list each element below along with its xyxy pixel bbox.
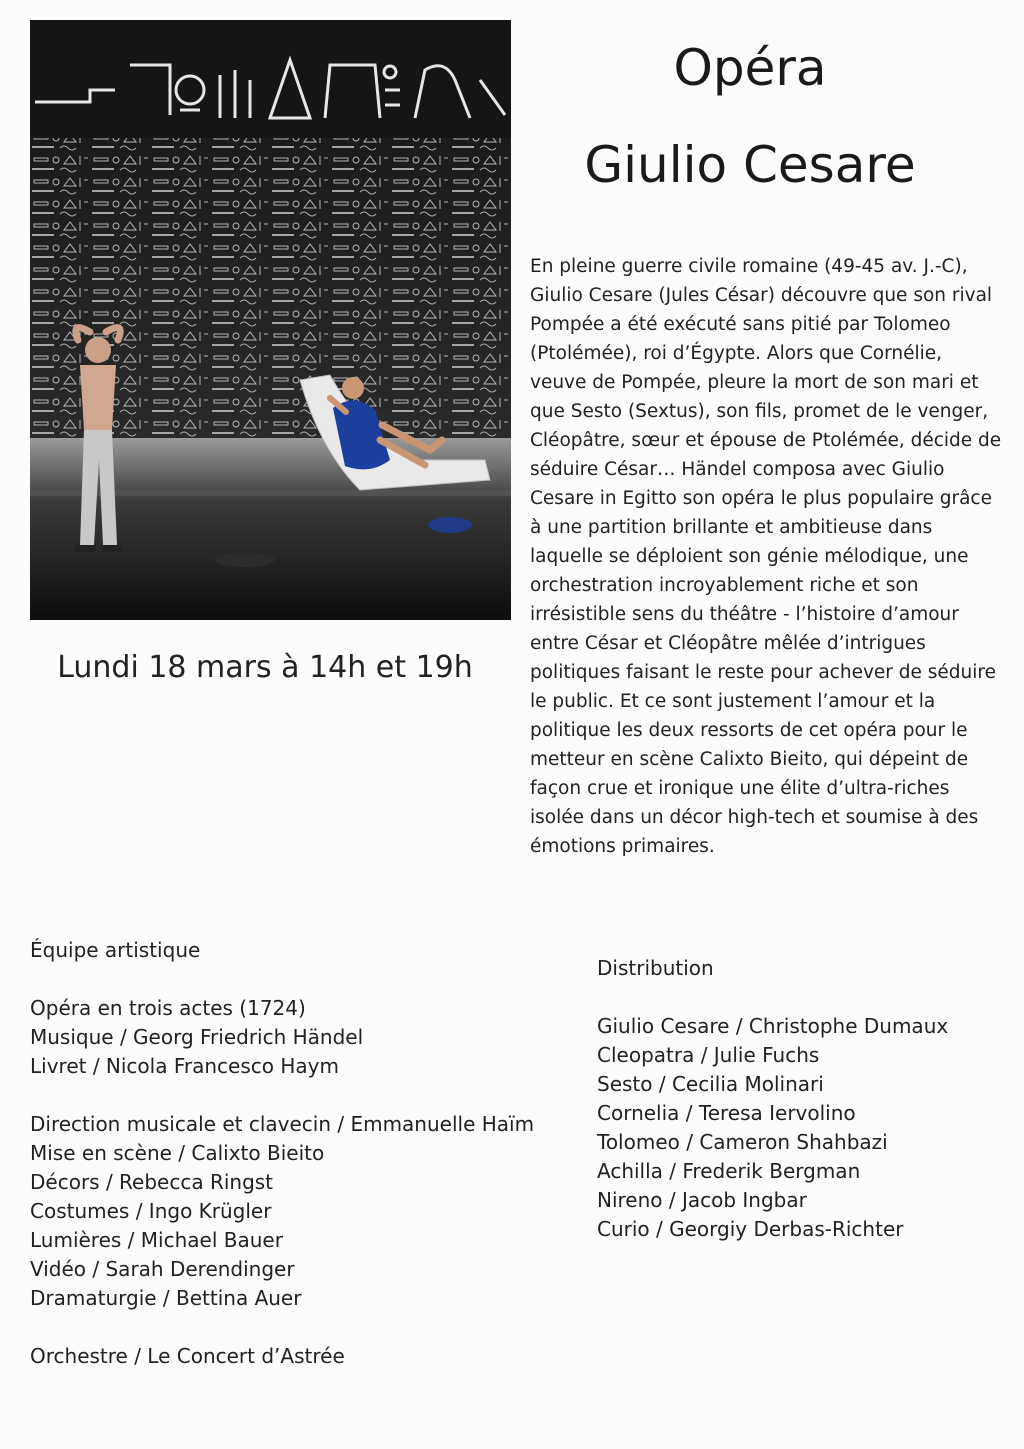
credit-line: Livret / Nicola Francesco Haym [30, 1054, 339, 1078]
credit-line: Direction musicale et clavecin / Emmanuelle Haïm [30, 1112, 535, 1136]
page-title-work: Giulio Cesare [584, 136, 916, 194]
cast-line: Sesto / Cecilia Molinari [597, 1072, 824, 1096]
distribution-heading: Distribution [597, 956, 714, 980]
cast-line: Achilla / Frederik Bergman [597, 1159, 861, 1183]
cast-line: Curio / Georgiy Derbas-Richter [597, 1217, 904, 1241]
scattered-clothes [428, 517, 472, 533]
credit-line: Décors / Rebecca Ringst [30, 1170, 274, 1194]
performance-date: Lundi 18 mars à 14h et 19h [57, 650, 473, 685]
cast-line: Giulio Cesare / Christophe Dumaux [597, 1014, 949, 1038]
synopsis-paragraph: En pleine guerre civile romaine (49-45 av. J.-C), Giulio Cesare (Jules César) découvre que son rival Pompée a été exécuté sans pitié par Tolomeo (Ptolémée), roi d’Égypte. Alors que Cornélie, veuve de Pompée, pleure la mort de son mari et que Sesto (Sextus), son fils, promet de le venger, Cléopâtre, sœur et épouse de Ptolémée, décide de séduire César… Händel composa avec Giulio Cesare in Egitto son opéra le plus populaire grâce à une partition brillante et ambitieuse dans laquelle se déploient son génie mélodique, une orchestration incroyablement riche et son irrésistible sens du théâtre - l’histoire d’amour entre César et Cléopâtre mêlée d’intrigues politiques faisant le reste pour achever de séduire le public. Et ce sont justement l’amour et la politique les deux ressorts de cet opéra pour le metteur en scène Calixto Bieito, qui dépeint de façon crue et ironique une élite d’ultra-riches isolée dans un décor high-tech et soumise à des émotions primaires. [530, 256, 1002, 857]
credit-line: Opéra en trois actes (1724) [30, 996, 306, 1020]
credit-line: Mise en scène / Calixto Bieito [30, 1141, 325, 1165]
artistic-team-heading: Équipe artistique [30, 938, 201, 962]
distribution-section [597, 954, 1017, 1244]
stage-scene-illustration [30, 20, 511, 620]
credit-line: Musique / Georg Friedrich Händel [30, 1025, 364, 1049]
credit-line: Dramaturgie / Bettina Auer [30, 1286, 302, 1310]
cast-line: Tolomeo / Cameron Shahbazi [597, 1130, 888, 1154]
artistic-team-section [30, 936, 570, 1371]
production-photo [30, 20, 511, 620]
cast-line: Cornelia / Teresa Iervolino [597, 1101, 856, 1125]
credit-line: Lumières / Michael Bauer [30, 1228, 283, 1252]
orchestra-credit: Orchestre / Le Concert d’Astrée [30, 1344, 345, 1368]
credit-line: Costumes / Ingo Krügler [30, 1199, 272, 1223]
page-title-category: Opéra [673, 39, 827, 97]
cast-line: Nireno / Jacob Ingbar [597, 1188, 807, 1212]
cast-line: Cleopatra / Julie Fuchs [597, 1043, 820, 1067]
credit-line: Vidéo / Sarah Derendinger [30, 1257, 295, 1281]
